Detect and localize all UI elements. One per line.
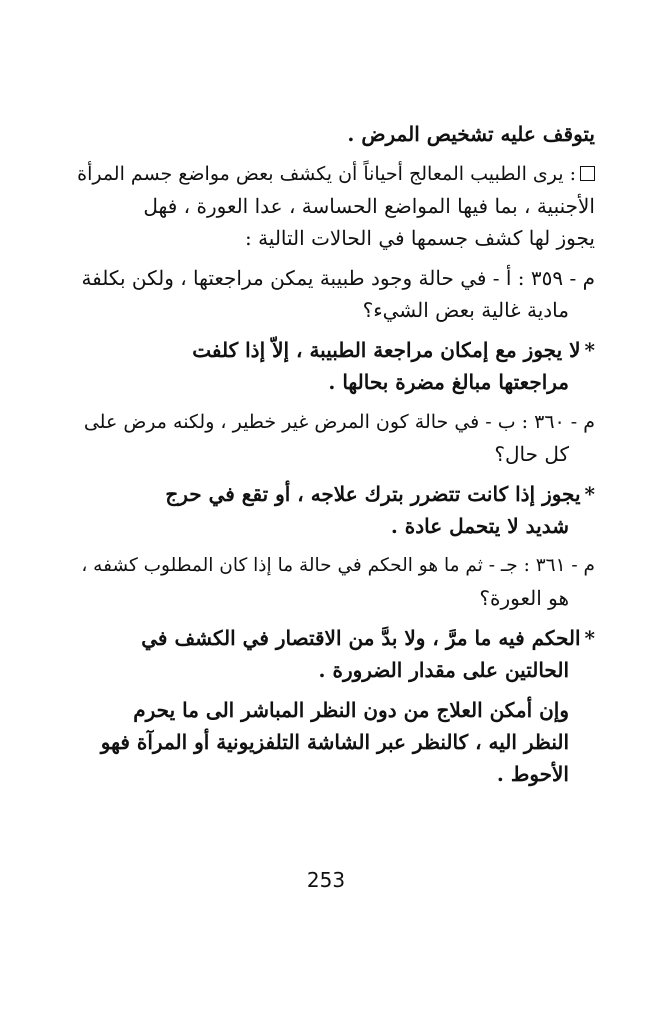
text-line	[75, 478, 595, 510]
text-line: م - ٣٥٩ : أ - في حالة وجود طبيبة يمكن مراجعتها ، ولكن بكلفة	[81, 266, 595, 290]
text-line	[75, 334, 595, 366]
text-line	[75, 622, 595, 654]
asterisk-bullet-icon: *	[584, 482, 595, 506]
closing-paragraph	[75, 694, 595, 790]
checkbox-square-icon	[580, 166, 595, 181]
question-361	[75, 550, 595, 614]
answer-text: يجوز إذا كانت تتضرر بترك علاجه ، أو تقع في حرج	[165, 482, 581, 506]
text-line	[75, 158, 595, 190]
asterisk-bullet-icon: *	[584, 338, 595, 362]
asterisk-bullet-icon: *	[584, 626, 595, 650]
question-text: : يرى الطبيب المعالج أحياناً أن يكشف بعض مواضع جسم المرأة	[77, 163, 576, 185]
answer-360	[75, 478, 595, 542]
answer-text: لا يجوز مع إمكان مراجعة الطبيبة ، إلاّ إذا كلفت	[192, 338, 581, 362]
text-line: كل حال؟	[494, 442, 569, 466]
question-block	[75, 158, 595, 254]
text-line: يتوقف عليه تشخيص المرض .	[347, 122, 595, 146]
answer-text: الحكم فيه ما مرَّ ، ولا بدَّ من الاقتصار في الكشف في	[141, 626, 581, 650]
question-359	[75, 262, 595, 326]
text-line: م - ٣٦٠ : ب - في حالة كون المرض غير خطير ، ولكنه مرض على	[83, 411, 595, 433]
answer-361	[75, 622, 595, 686]
answer-359	[75, 334, 595, 398]
page-number: 253	[306, 868, 346, 892]
text-line: يجوز لها كشف جسمها في الحالات التالية :	[244, 226, 595, 250]
text-line: شديد لا يتحمل عادة .	[390, 514, 569, 538]
page-body	[75, 118, 595, 798]
text-line: النظر اليه ، كالنظر عبر الشاشة التلفزيونية أو المرآة فهو	[100, 730, 569, 754]
text-line: مادية غالية بعض الشيء؟	[362, 298, 569, 322]
continuation-paragraph	[75, 118, 595, 150]
text-line: م - ٣٦١ : جـ - ثم ما هو الحكم في حالة ما إذا كان المطلوب كشفه ،	[81, 555, 595, 576]
text-line: هو العورة؟	[479, 586, 569, 610]
text-line: الأجنبية ، بما فيها المواضع الحساسة ، عدا العورة ، فهل	[143, 194, 595, 218]
question-360	[75, 406, 595, 470]
text-line: الأحوط .	[496, 762, 569, 786]
text-line: مراجعتها مبالغ مضرة بحالها .	[328, 370, 569, 394]
text-line: الحالتين على مقدار الضرورة .	[318, 658, 569, 682]
text-line: وإن أمكن العلاج من دون النظر المباشر الى ما يحرم	[133, 698, 569, 722]
